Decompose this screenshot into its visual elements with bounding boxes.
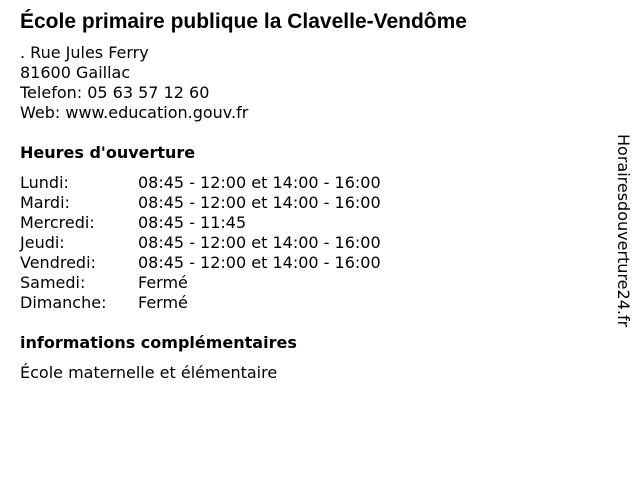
hours-row-wednesday	[20, 213, 600, 233]
additional-info-heading: informations complémentaires	[20, 333, 297, 352]
address-city: 81600 Gaillac	[20, 63, 131, 82]
opening-hours-heading: Heures d'ouverture	[20, 143, 196, 162]
hours-row-monday	[20, 173, 600, 193]
day-label: Lundi:	[20, 173, 69, 192]
hours-value: Fermé	[138, 293, 188, 312]
hours-row-saturday	[20, 273, 600, 293]
day-label: Mercredi:	[20, 213, 95, 232]
website: Web: www.education.gouv.fr	[20, 103, 249, 122]
opening-hours-list	[20, 173, 600, 313]
hours-value: 08:45 - 12:00 et 14:00 - 16:00	[138, 233, 381, 252]
hours-value: Fermé	[138, 273, 188, 292]
hours-value: 08:45 - 12:00 et 14:00 - 16:00	[138, 193, 381, 212]
address-block	[20, 43, 600, 123]
hours-row-tuesday	[20, 193, 600, 213]
hours-value: 08:45 - 12:00 et 14:00 - 16:00	[138, 173, 381, 192]
site-watermark: Horairesdouverture24.fr	[614, 134, 633, 328]
hours-value: 08:45 - 11:45	[138, 213, 247, 232]
hours-row-thursday	[20, 233, 600, 253]
day-label: Jeudi:	[20, 233, 65, 252]
business-details	[20, 9, 600, 383]
day-label: Samedi:	[20, 273, 86, 292]
address-street: . Rue Jules Ferry	[20, 43, 149, 62]
hours-value: 08:45 - 12:00 et 14:00 - 16:00	[138, 253, 381, 272]
page-title: École primaire publique la Clavelle-Vendôme	[20, 10, 467, 33]
day-label: Dimanche:	[20, 293, 107, 312]
phone-number: Telefon: 05 63 57 12 60	[20, 83, 210, 102]
hours-row-friday	[20, 253, 600, 273]
day-label: Mardi:	[20, 193, 70, 212]
day-label: Vendredi:	[20, 253, 96, 272]
hours-row-sunday	[20, 293, 600, 313]
additional-info-text: École maternelle et élémentaire	[20, 363, 278, 382]
